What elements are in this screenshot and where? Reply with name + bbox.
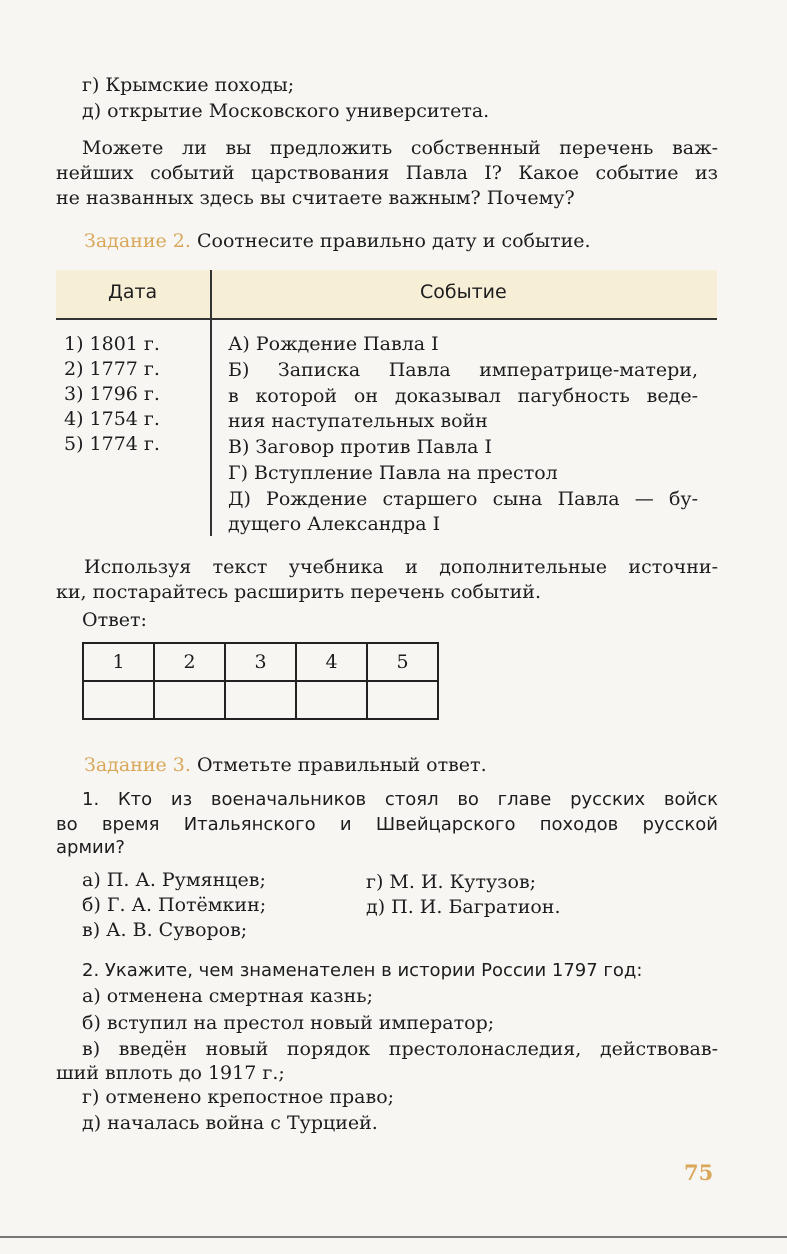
q1-line-1: 1. Кто из военачальников стоял во главе русских войск [82, 789, 718, 810]
answer-cell-1[interactable] [83, 681, 154, 719]
extra-task-line-1: Используя текст учебника и дополнительные источни- [84, 556, 718, 578]
q2-option-g: г) отменено крепостное право; [82, 1086, 395, 1108]
question-line-1: Можете ли вы предложить собственный перечень важ- [82, 137, 718, 159]
date-3: 3) 1796 г. [64, 383, 160, 405]
date-2: 2) 1777 г. [64, 358, 160, 380]
question-line-2: нейших событий царствования Павла I? Какое событие из [56, 162, 718, 184]
extra-task-line-2: ки, постарайтесь расширить перечень событий. [56, 581, 542, 603]
list-item-g: г) Крымские походы; [82, 74, 295, 96]
answer-col-3: 3 [225, 643, 296, 681]
date-4: 4) 1754 г. [64, 408, 160, 430]
match-table [56, 270, 717, 538]
answer-grid-blank-row [83, 681, 438, 719]
q2-option-v-line-2: ший вплоть до 1917 г.; [56, 1062, 285, 1084]
answer-cell-3[interactable] [225, 681, 296, 719]
q1-option-g: г) М. И. Кутузов; [366, 871, 537, 893]
event-b-line-3: ния наступательных войн [228, 410, 488, 432]
task2-label: Задание 2. [84, 230, 191, 252]
answer-cell-4[interactable] [296, 681, 367, 719]
date-5: 5) 1774 г. [64, 433, 160, 455]
bottom-edge-line [0, 1236, 787, 1238]
task3-heading [84, 753, 487, 777]
q2-line-1: 2. Укажите, чем знаменателен в истории России 1797 год: [82, 960, 643, 981]
answer-col-4: 4 [296, 643, 367, 681]
date-1: 1) 1801 г. [64, 333, 160, 355]
event-g: Г) Вступление Павла на престол [228, 462, 558, 484]
event-d-line-2: дущего Александра I [228, 513, 441, 535]
q2-option-b: б) вступил на престол новый император; [82, 1012, 495, 1034]
task3-instruction: Отметьте правильный ответ. [196, 754, 487, 776]
answer-label: Ответ: [82, 609, 147, 631]
event-d-line-1: Д) Рождение старшего сына Павла — бу- [228, 488, 698, 510]
task2-instruction: Соотнесите правильно дату и событие. [196, 230, 591, 252]
header-event: Событие [420, 281, 507, 303]
header-divider [56, 318, 717, 320]
list-item-d: д) открытие Московского университета. [82, 100, 490, 122]
q1-line-2: во время Итальянского и Швейцарского походов русской [56, 814, 718, 835]
question-line-3: не названных здесь вы считаете важным? Почему? [56, 187, 575, 209]
q1-option-b: б) Г. А. Потёмкин; [82, 894, 267, 916]
q2-option-v-line-1: в) введён новый порядок престолонаследия, действовав- [82, 1038, 718, 1060]
answer-cell-2[interactable] [154, 681, 225, 719]
q1-option-v: в) А. В. Суворов; [82, 919, 248, 941]
q2-option-a: а) отменена смертная казнь; [82, 985, 374, 1007]
q1-line-3: армии? [56, 837, 125, 858]
event-b-line-1: Б) Записка Павла императрице-матери, [228, 359, 698, 381]
q1-option-a: а) П. А. Румянцев; [82, 869, 266, 891]
event-a: А) Рождение Павла I [228, 333, 439, 355]
page-number: 75 [684, 1160, 714, 1185]
answer-col-2: 2 [154, 643, 225, 681]
header-date: Дата [108, 281, 158, 303]
event-b-line-2: в которой он доказывал пагубность веде- [228, 385, 698, 407]
task3-label: Задание 3. [84, 754, 191, 776]
answer-cell-5[interactable] [367, 681, 438, 719]
q1-option-d: д) П. И. Багратион. [366, 896, 561, 918]
answer-col-5: 5 [367, 643, 438, 681]
task2-heading [84, 229, 591, 253]
event-v: В) Заговор против Павла I [228, 436, 493, 458]
answer-grid [82, 642, 439, 720]
column-divider [210, 270, 212, 536]
answer-col-1: 1 [83, 643, 154, 681]
q2-option-d: д) началась война с Турцией. [82, 1112, 378, 1134]
answer-grid-header-row [83, 643, 438, 681]
